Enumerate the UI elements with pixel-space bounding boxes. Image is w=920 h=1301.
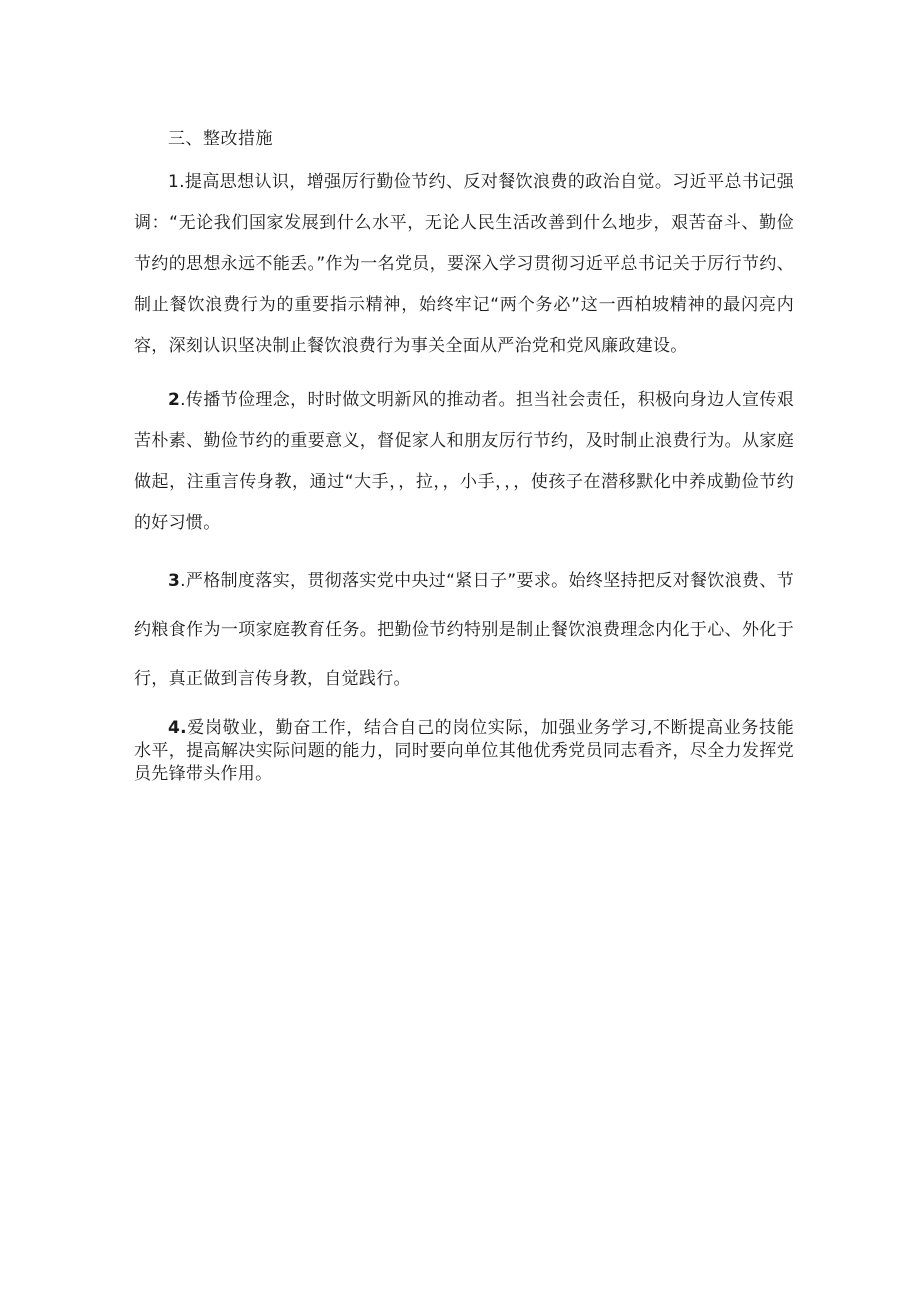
paragraph-1-text: 提高思想认识，增强厉行勤俭节约、反对餐饮浪费的政治自觉。习近平总书记强调：“无论我们国家发展到什么水平，无论人民生活改善到什么地步，艰苦奋斗、勤俭节约的思想永远不能丢。”作为一名党员，要深入学习贯彻习近平总书记关于厉行节约、制止餐饮浪费行为的重要指示精神，始终牢记“两个务必”这一西柏坡精神的最闪亮内容，深刻认识坚决制止餐饮浪费行为事关全面从严治党和党风廉政建设。 [134, 172, 794, 356]
paragraph-2 [134, 380, 794, 544]
paragraph-4-number: 4. [168, 718, 187, 738]
document-body [134, 118, 794, 799]
paragraph-2-number: 2 [168, 390, 181, 410]
paragraph-2-text: .传播节俭理念，时时做文明新风的推动者。担当社会责任，积极向身边人宣传艰苦朴素、勤俭节约的重要意义，督促家人和朋友厉行节约，及时制止浪费行为。从家庭做起，注重言传身教，通过“大手，，拉，，小手，，，使孩子在潜移默化中养成勤俭节约的好习惯。 [134, 390, 794, 533]
paragraph-1-number: 1. [168, 172, 185, 192]
paragraph-3 [134, 557, 794, 704]
paragraph-3-text: .严格制度落实，贯彻落实党中央过“紧日子”要求。始终坚持把反对餐饮浪费、节约粮食作为一项家庭教育任务。把勤俭节约特别是制止餐饮浪费理念内化于心、外化于行，真正做到言传身教，自觉践行。 [134, 571, 794, 689]
paragraph-3-number: 3 [168, 571, 181, 591]
section-title: 三、整改措施 [168, 129, 273, 149]
paragraph-4 [134, 717, 794, 786]
paragraph-4-text: 爱岗敬业，勤奋工作，结合自己的岗位实际，加强业务学习,不断提高业务技能水平，提高解决实际问题的能力，同时要向单位其他优秀党员同志看齐，尽全力发挥党员先锋带头作用。 [134, 718, 794, 784]
paragraph-1 [134, 162, 794, 367]
